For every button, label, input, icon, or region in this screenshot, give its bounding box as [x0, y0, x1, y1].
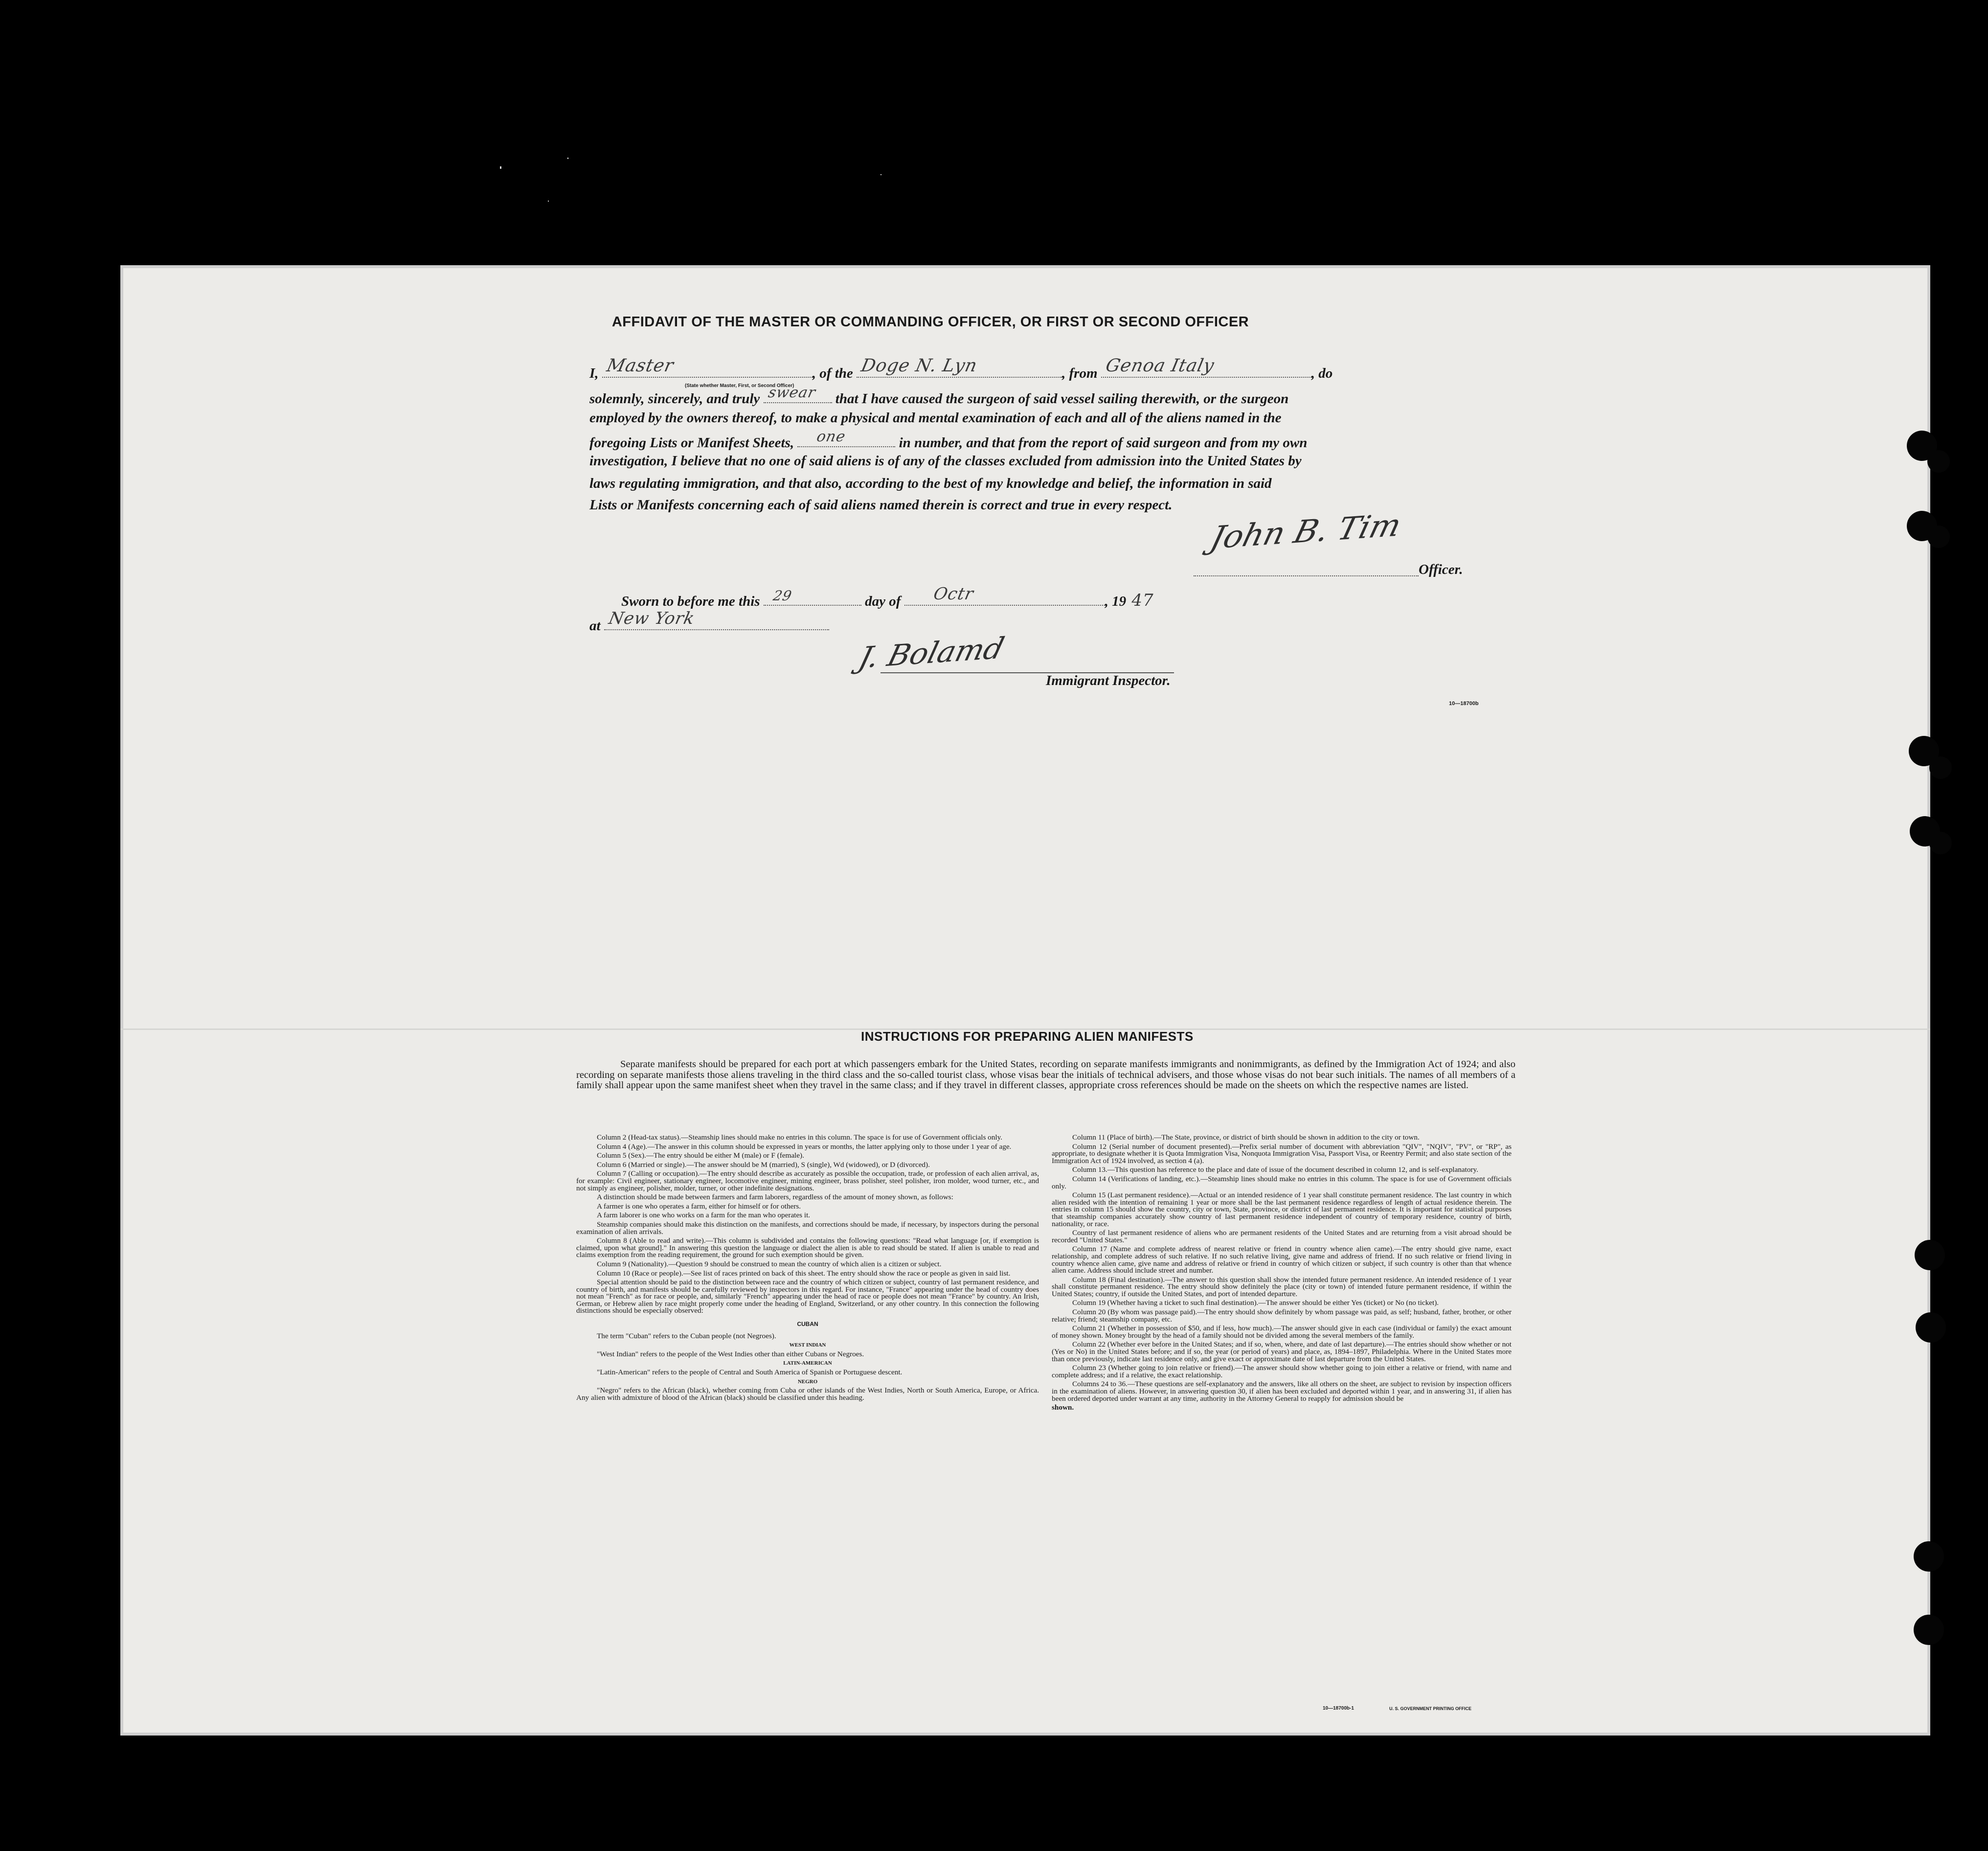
affidavit-line-6: laws regulating immigration, and that also, according to the best of my knowledge and belief, the information in said	[589, 476, 1272, 491]
instruction-paragraph: Column 21 (Whether in possession of $50, and if less, how much).—The answer should give in each case (individual or family) the exact amount of money shown. Money brought by the head of a family should not be divided among the several members of the family.	[1052, 1324, 1512, 1340]
affidavit-title: AFFIDAVIT OF THE MASTER OR COMMANDING OFFICER, OR FIRST OR SECOND OFFICER	[611, 314, 1249, 330]
affidavit-line-7: Lists or Manifests concerning each of said aliens named therein is correct and true in every respect.	[589, 497, 1173, 513]
printing-office-imprint: U. S. GOVERNMENT PRINTING OFFICE	[1389, 1706, 1472, 1711]
instruction-paragraph: Column 22 (Whether ever before in the United States; and if so, when, where, and date of last departure).—The entries should show whether or not (Yes or No) in the United States before; and if so, the year (or period of years) and place, as, 1894–1897, Philadelphia. Where in the United States more than once previously, indicate last residence only, and give exact or approximate date of last departure from the United States.	[1052, 1340, 1512, 1363]
instructions-intro: Separate manifests should be prepared for each port at which passengers embark for the United States, recording on separate manifests immigrants and nonimmigrants, as defined by the Immigration Act of 1924; and also recording on separate manifests those aliens traveling in the third class and the so-called tourist class, whose visas bear the initials of technical advisers, and those whose visas do not bear such initials. The names of all members of a family shall appear upon the same manifest sheet when they travel in the same class; and if they travel in different classes, appropriate cross references should be made on the sheets on which the respective names are listed.	[576, 1059, 1515, 1091]
sworn-place-field	[604, 609, 829, 630]
port-handwriting: Genoa Italy	[1104, 356, 1216, 376]
rank-handwriting: Master	[605, 356, 676, 376]
sworn-place-handwriting: New York	[607, 609, 697, 628]
instruction-paragraph: Country of last permanent residence of aliens who are permanent residents of the United States and are returning from a visit abroad should be recorded "United States."	[1052, 1229, 1512, 1244]
instructions-form-number: 10—18700b-1	[1323, 1706, 1354, 1711]
affidavit-line-2b: that I have caused the surgeon of said vessel sailing therewith, or the surgeon	[835, 391, 1289, 407]
officer-signature-line	[1194, 575, 1419, 576]
oath-field	[764, 384, 832, 403]
instruction-paragraph: Column 23 (Whether going to join relative or friend).—The answer should show whether going to join either a relative or friend, with name and complete address; and if a relative, the exact relationship.	[1052, 1364, 1512, 1379]
punch-hole	[1914, 1615, 1944, 1645]
affidavit-of-the-label: , of the	[812, 366, 853, 381]
affidavit-from-label: , from	[1062, 366, 1098, 381]
punch-hole	[1927, 450, 1950, 473]
instruction-paragraph: Column 19 (Whether having a ticket to such final destination).—The answer should be either Yes (ticket) or No (no ticket).	[1072, 1299, 1439, 1307]
affidavit-line-4a: foregoing Lists or Manifest Sheets,	[589, 435, 794, 451]
instruction-paragraph: Column 14 (Verifications of landing, etc.).—Steamship lines should make no entries in this column. The space is for use of Government officials only.	[1052, 1174, 1512, 1190]
instructions-left-column	[576, 1134, 1039, 1403]
sworn-day-field	[764, 590, 861, 606]
officer-label: Officer.	[1419, 562, 1463, 577]
rank-instruction-note: (State whether Master, First, or Second Officer)	[685, 383, 794, 388]
instruction-paragraph: Column 10 (Race or people).—See list of races printed on back of this sheet. The entry should show the race or people as given in said list.	[597, 1269, 1011, 1278]
instruction-paragraph: A distinction should be made between farmers and farm laborers, regardless of the amount of money shown, as follows:	[597, 1193, 953, 1202]
instruction-paragraph: Column 4 (Age).—The answer in this column should be expressed in years or months, the latter applying only to those under 1 year of age.	[597, 1142, 1012, 1151]
west-indian-heading: WEST INDIAN	[789, 1342, 826, 1348]
day-of-label: day of	[865, 594, 901, 609]
punch-hole	[1916, 1312, 1946, 1343]
affidavit-form-number: 10—18700b	[1449, 701, 1479, 707]
instruction-paragraph: Column 6 (Married or single).—The answer should be M (married), S (single), Wd (widowed), or D (divorced).	[597, 1160, 930, 1169]
at-label: at	[589, 618, 601, 634]
inspector-signature: J. Bolamd	[855, 631, 1008, 675]
instruction-paragraph: Column 18 (Final destination).—The answer to this question shall show the intended future permanent residence. An intended residence of 1 year shall constitute permanent residence. The entry should show definitely the place (city or town) of intended future permanent residence, if within the United States; country, if outside the United States, and port of intended departure.	[1052, 1275, 1512, 1298]
vessel-field	[857, 356, 1062, 378]
affidavit-line-2a: solemnly, sincerely, and truly	[589, 391, 760, 407]
affidavit-line-3: employed by the owners thereof, to make a physical and mental examination of each and all of the aliens named in the	[589, 410, 1282, 426]
sheets-count-field	[797, 428, 895, 447]
scan-speck	[500, 166, 501, 169]
cuban-heading: CUBAN	[797, 1321, 818, 1328]
instruction-paragraph: A farm laborer is one who works on a farm for the man who operates it.	[597, 1211, 811, 1220]
punch-hole	[1927, 526, 1950, 548]
instructions-right-column	[1052, 1134, 1512, 1414]
vessel-handwriting: Doge N. Lyn	[859, 356, 979, 376]
instructions-title: INSTRUCTIONS FOR PREPARING ALIEN MANIFESTS	[861, 1029, 1194, 1044]
instruction-paragraph: Steamship companies should make this distinction on the manifests, and corrections should be made, if necessary, by inspectors during the personal examination of alien arrivals.	[576, 1220, 1039, 1236]
cuban-definition: The term "Cuban" refers to the Cuban people (not Negroes).	[597, 1331, 776, 1340]
instruction-paragraph: Column 11 (Place of birth).—The State, province, or district of birth should be shown in addition to the city or town.	[1072, 1133, 1420, 1142]
inspector-label: Immigrant Inspector.	[1046, 673, 1171, 688]
sworn-month-handwriting: Octr	[931, 584, 975, 604]
instruction-paragraph: Column 5 (Sex).—The entry should be either M (male) or F (female).	[597, 1151, 804, 1160]
instruction-paragraph: Column 17 (Name and complete address of nearest relative or friend in country whence alien came).—The entry should give name, exact relationship, and complete address of such relative. If no such relative living, give name and address of friend. If no such relative or friend living in country whence alien came, give name and address of relative or friend in country of which citizen or subject, if such country is other than that whence alien came. Address should include street and number.	[1052, 1245, 1512, 1275]
instruction-paragraph: Column 8 (Able to read and write).—This column is subdivided and contains the following questions: "Read what language [or, if exemption is claimed, upon what ground]." In answering this question the language or dialect the alien is able to read should be stated. If alien is unable to read and claims exemption from the reading requirement, the ground for such exemption should be given.	[576, 1236, 1039, 1259]
sworn-label: Sworn to before me this	[621, 594, 760, 609]
punch-hole	[1929, 756, 1952, 779]
affidavit-do-label: , do	[1311, 366, 1333, 381]
sheets-count-handwriting: one	[815, 428, 848, 445]
negro-definition: "Negro" refers to the African (black), whether coming from Cuba or other islands of the West Indies, North or South America, Europe, or Africa. Any alien with admixture of blood of the African (black) should be classified under this heading.	[576, 1386, 1039, 1402]
instruction-paragraph: Column 12 (Serial number of document presented).—Prefix serial number of document with abbreviation "QIV", "NQIV", "PV", or "RP", as appropriate, to designate whether it is Quota Immigration Visa, Nonquota Immigration Visa, Passport Visa, or Reentry Permit; and also state section of the Immigration Act of 1924 involved, as section 4 (a).	[1052, 1142, 1512, 1165]
punch-hole	[1914, 1541, 1944, 1572]
affidavit-line-1	[589, 356, 1509, 382]
port-field	[1101, 356, 1311, 378]
instruction-paragraph: A farmer is one who operates a farm, either for himself or for others.	[597, 1202, 801, 1211]
instruction-paragraph: Column 9 (Nationality).—Question 9 should be construed to mean the country of which alien is a citizen or subject.	[597, 1259, 942, 1268]
negro-heading: NEGRO	[797, 1378, 818, 1385]
latin-american-heading: LATIN-AMERICAN	[783, 1360, 832, 1367]
punch-hole	[1915, 1240, 1945, 1270]
sworn-line	[621, 584, 1541, 610]
sworn-month-field	[904, 584, 1105, 606]
affidavit-i-label: I,	[589, 366, 599, 381]
affidavit-line-4	[589, 428, 1509, 451]
affidavit-line-5: investigation, I believe that no one of said aliens is of any of the classes excluded from admission into the United States by	[589, 453, 1302, 469]
oath-handwriting: swear	[766, 384, 817, 401]
rank-field	[602, 356, 813, 378]
punch-hole	[1929, 832, 1952, 854]
instruction-paragraph: Column 20 (By whom was passage paid).—The entry should show definitely by whom passage was paid, as self; husband, father, brother, or other relative; friend; steamship company, etc.	[1052, 1308, 1512, 1324]
sworn-day-handwriting: 29	[771, 588, 793, 604]
west-indian-definition: "West Indian" refers to the people of the West Indies other than either Cubans or Negroes.	[597, 1349, 864, 1358]
instruction-final-word: shown.	[1052, 1403, 1074, 1412]
scan-speck	[548, 201, 549, 202]
instruction-paragraph: Column 2 (Head-tax status).—Steamship lines should make no entries in this column. The space is for use of Government officials only.	[597, 1133, 1002, 1142]
officer-signature: John B. Tim	[1206, 507, 1405, 557]
instruction-paragraph: Column 15 (Last permanent residence).—Actual or an intended residence of 1 year shall constitute permanent residence. The last country in which alien resided with the intention of remaining 1 year or more shall be the last permanent residence regardless of length of actual residence therein. The entries in column 15 should show the country, city or town, State, province, or district of last permanent residence. It is important for statistical purposes that steamship companies accurately show country of last permanent residence independent of country of temporary residence, country of birth, nationality, or race.	[1052, 1191, 1512, 1228]
instruction-paragraph: Columns 24 to 36.—These questions are self-explanatory and the answers, like all others on the sheet, are subject to revision by inspection officers in the examination of aliens. However, in answering question 30, if alien has been excluded and deported within 1 year, and in answering 31, if alien has been ordered deported under warrant at any time, authority in the Attorney General to reapply for admission should be	[1052, 1380, 1512, 1403]
instruction-paragraph: Special attention should be paid to the distinction between race and the country of which citizen or subject, country of last permanent residence, and country of birth, and manifests should be carefully reviewed by inspectors in this regard. For instance, "France" appearing under the head of country does not mean "French" as for race or people, and, similarly "French" appearing under the head of race or people does not mean "France" by country. An Irish, German, or Hebrew alien by race might properly come under the heading of England, Switzerland, or any other country. In this connection the following distinctions should be especially observed:	[576, 1278, 1039, 1315]
instruction-paragraph: Column 7 (Calling or occupation).—The entry should describe as accurately as possible the occupation, trade, or profession of each alien arrival, as, for example: Civil engineer, stationary engineer, locomotive engineer, mining engineer, brass polisher, steel polisher, iron molder, wood turner, etc., and not simply as engineer, polisher, molder, turner, or other indefinite designations.	[576, 1169, 1039, 1192]
year-prefix-label: , 19	[1105, 594, 1127, 609]
sworn-year-handwriting: 47	[1131, 591, 1154, 610]
at-line	[589, 609, 1509, 634]
affidavit-line-4b: in number, and that from the report of said surgeon and from my own	[899, 435, 1308, 451]
instruction-paragraph: Column 13.—This question has reference to the place and date of issue of the document described in column 12, and is self-explanatory.	[1072, 1165, 1478, 1174]
latin-american-definition: "Latin-American" refers to the people of Central and South America of Spanish or Portuguese descent.	[597, 1368, 903, 1377]
scan-speck	[567, 158, 568, 159]
